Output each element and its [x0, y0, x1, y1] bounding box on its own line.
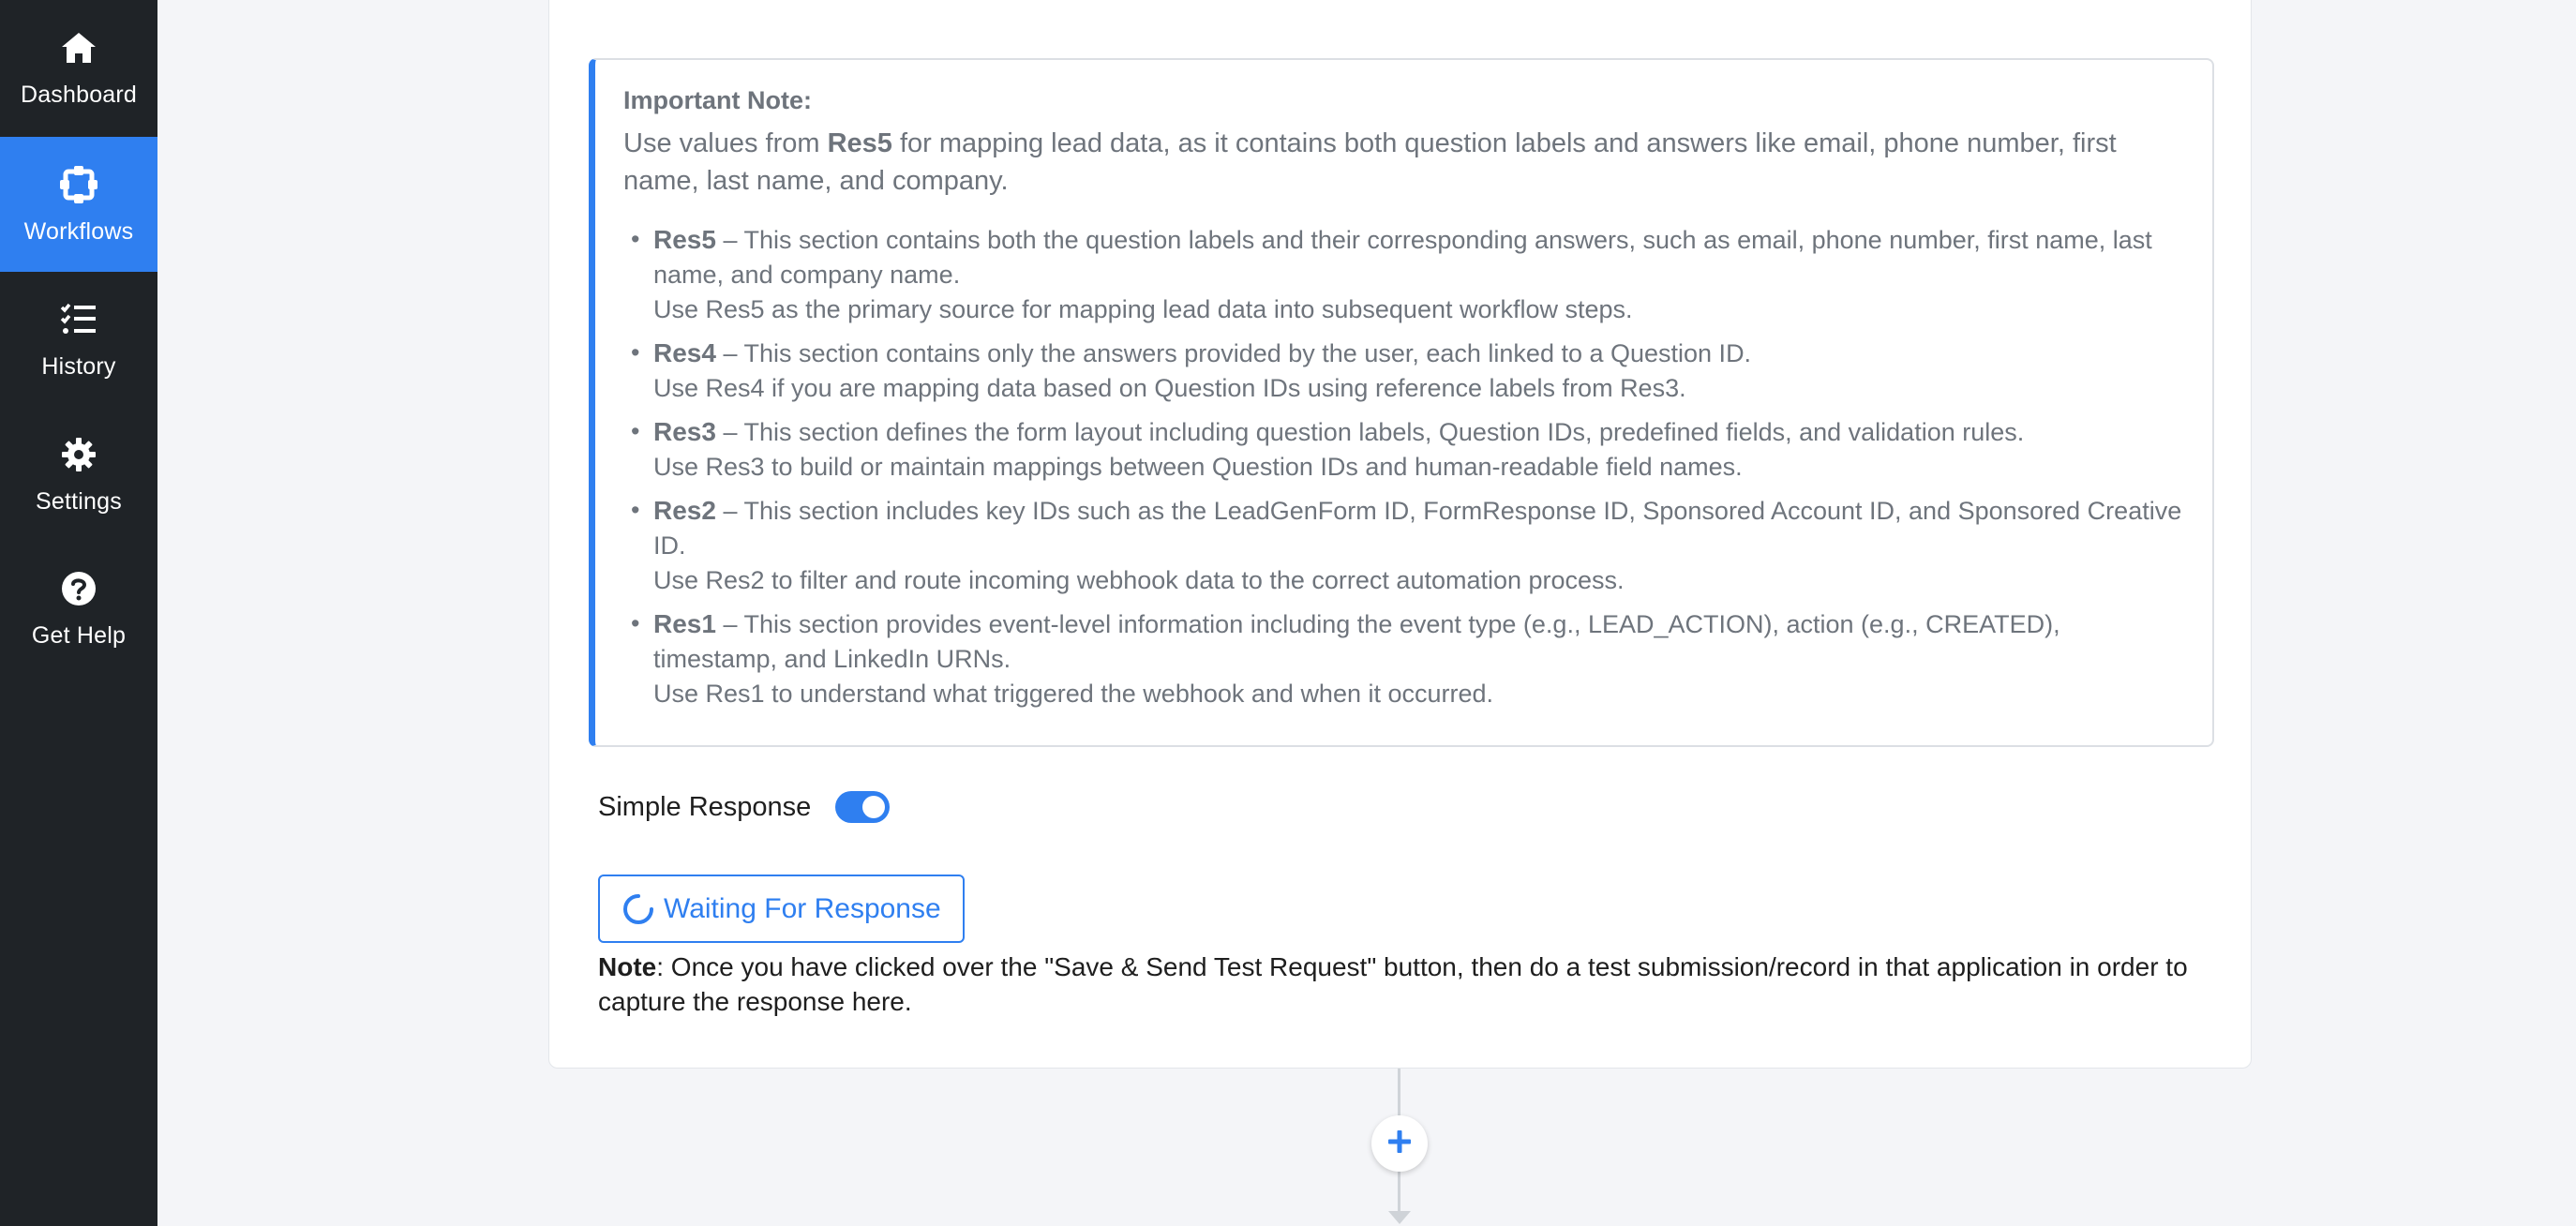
res-separator: – [715, 339, 744, 367]
sidebar-item-settings[interactable] [0, 407, 157, 542]
list-item [623, 336, 2182, 406]
res-description: This section contains both the question labels and their corresponding answers, such as email, phone number, first name, last name, and company name. [653, 226, 2152, 289]
sidebar-item-history[interactable] [0, 272, 157, 407]
sidebar-item-label: Settings [36, 487, 122, 515]
res-key: Res5 [653, 225, 716, 254]
connector-line [1398, 1172, 1400, 1211]
sidebar-item-get-help[interactable] [0, 541, 157, 676]
list-item [623, 222, 2182, 327]
plus-icon [1387, 1129, 1412, 1159]
list-item [623, 606, 2182, 711]
res-usage: Use Res2 to filter and route incoming webhook data to the correct automation process. [653, 566, 1625, 594]
sidebar-item-label: Get Help [31, 621, 127, 649]
sidebar-item-label: History [41, 352, 116, 380]
waiting-for-response-button[interactable] [598, 875, 965, 943]
res-description: This section includes key IDs such as the LeadGenForm ID, FormResponse ID, Sponsored Account ID, and Sponsored Creative ID. [653, 497, 2182, 560]
bottom-note [598, 949, 2210, 1019]
note-intro-prefix: Use values from [623, 128, 828, 158]
list-item [623, 414, 2182, 485]
sidebar [0, 0, 157, 1226]
res-list [623, 222, 2182, 711]
list-item [623, 493, 2182, 598]
sidebar-item-dashboard[interactable] [0, 0, 157, 135]
simple-response-toggle[interactable] [835, 791, 890, 823]
res-usage: Use Res3 to build or maintain mappings between Question IDs and human-readable field names. [653, 453, 1743, 481]
res-usage: Use Res5 as the primary source for mapping lead data into subsequent workflow steps. [653, 295, 1633, 323]
res-key: Res4 [653, 338, 716, 367]
bottom-note-text: : Once you have clicked over the "Save & Send Test Request" button, then do a test submission/record in that application in order to capture the response here. [598, 952, 2188, 1016]
res-key: Res3 [653, 417, 716, 446]
toggle-knob [862, 796, 885, 818]
bottom-note-bold: Note [598, 952, 657, 981]
res-separator: – [715, 418, 744, 446]
simple-response-row [598, 791, 890, 823]
res-separator: – [715, 610, 744, 638]
res-usage: Use Res1 to understand what triggered the webhook and when it occurred. [653, 680, 1494, 708]
res-description: This section defines the form layout including question labels, Question IDs, predefined fields, and validation rules. [743, 418, 2025, 446]
note-intro [623, 125, 2182, 200]
important-note-box [589, 58, 2214, 747]
workflow-icon [58, 164, 99, 205]
help-icon [58, 568, 99, 609]
res-description: This section contains only the answers provided by the user, each linked to a Question ID. [743, 339, 1752, 367]
simple-response-label: Simple Response [598, 791, 812, 822]
note-intro-bold: Res5 [827, 128, 892, 158]
sidebar-item-workflows[interactable] [0, 137, 157, 272]
res-separator: – [715, 226, 744, 254]
res-separator: – [715, 497, 744, 525]
home-icon [58, 27, 99, 68]
gear-icon [58, 434, 99, 475]
sidebar-item-label: Workflows [23, 217, 134, 245]
waiting-for-response-label: Waiting For Response [664, 892, 941, 924]
sidebar-item-label: Dashboard [20, 81, 138, 108]
connector-line [1398, 1069, 1400, 1115]
note-intro-suffix: for mapping lead data, as it contains both question labels and answers like email, phone number, first name, last name, and company. [623, 128, 2117, 196]
res-usage: Use Res4 if you are mapping data based on Question IDs using reference labels from Res3. [653, 374, 1686, 402]
res-key: Res1 [653, 609, 716, 638]
add-step-button[interactable] [1371, 1115, 1428, 1172]
list-check-icon [58, 299, 99, 340]
res-key: Res2 [653, 496, 716, 525]
arrow-down-icon [1388, 1211, 1411, 1224]
spinner-icon [622, 893, 654, 925]
note-title: Important Note: [623, 86, 812, 114]
step-card [548, 0, 2252, 1069]
res-description: This section provides event-level information including the event type (e.g., LEAD_ACTION), action (e.g., CREATED), timestamp, and LinkedIn URNs. [653, 610, 2060, 673]
